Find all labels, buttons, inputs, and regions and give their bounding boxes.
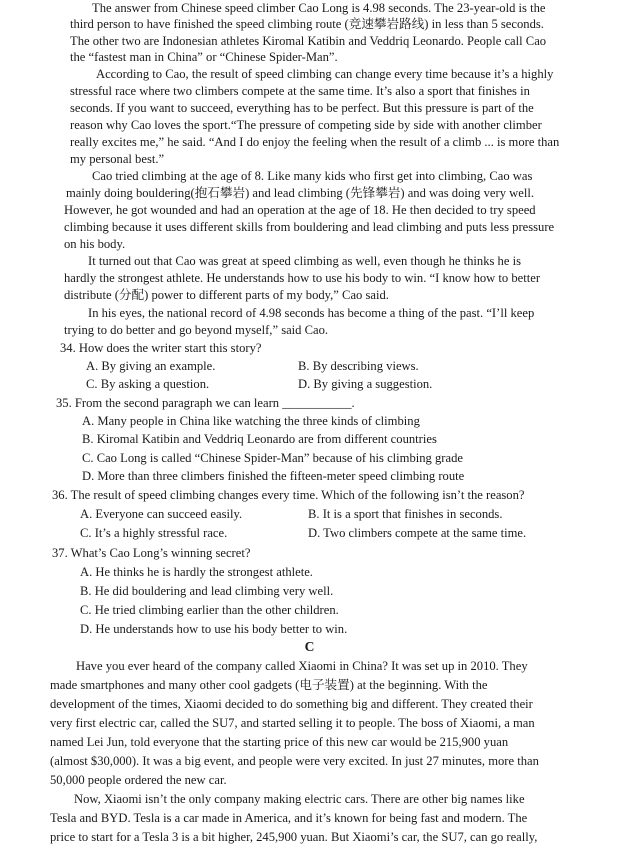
text-line: Tesla and BYD. Tesla is a car made in America, and it’s known for being fast and modern. The: [50, 811, 528, 825]
text-line: It turned out that Cao was great at speed climbing as well, even though he thinks he is: [88, 254, 521, 268]
option-36a: A. Everyone can succeed easily.: [80, 507, 243, 521]
option-37a: A. He thinks he is hardly the strongest athlete.: [80, 565, 313, 579]
text-line: stressful race where two climbers compete at the same time. It’s also a sport that finishes in: [70, 84, 530, 98]
option-37d: D. He understands how to use his body better to win.: [80, 622, 348, 636]
text-line: The other two are Indonesian athletes Kiromal Katibin and Veddriq Leonardo. People call Cao: [70, 34, 547, 48]
option-36d: D. Two climbers compete at the same time.: [308, 526, 527, 540]
text-line: In his eyes, the national record of 4.98 seconds has become a thing of the past. “I’ll keep: [88, 306, 535, 320]
question-35: 35. From the second paragraph we can learn ___________.: [56, 396, 355, 410]
text-line: Now, Xiaomi isn’t the only company making electric cars. There are other big names like: [74, 792, 525, 806]
option-35d: D. More than three climbers finished the fifteen-meter speed climbing route: [82, 469, 465, 483]
text-line: Have you ever heard of the company called Xiaomi in China? It was set up in 2010. They: [76, 659, 528, 673]
text-line: development of the times, Xiaomi decided to do something big and different. They created their: [50, 697, 533, 711]
option-37b: B. He did bouldering and lead climbing very well.: [80, 584, 334, 598]
option-36c: C. It’s a highly stressful race.: [80, 526, 228, 540]
text-line: Cao tried climbing at the age of 8. Like many kids who first get into climbing, Cao was: [92, 169, 533, 183]
text-line: distribute (分配) power to different parts of my body,” Cao said.: [64, 288, 389, 302]
text-line: seconds. If you want to succeed, everything has to be perfect. But this pressure is part of the: [70, 101, 534, 115]
option-34a: A. By giving an example.: [86, 359, 216, 373]
text-line: trying to do better and go beyond myself,” said Cao.: [64, 323, 329, 337]
text-line: named Lei Jun, told everyone that the starting price of this new car would be 215,900 yuan: [50, 735, 509, 749]
text-line: The answer from Chinese speed climber Cao Long is 4.98 seconds. The 23-year-old is the: [92, 1, 546, 15]
text-line: 50,000 people ordered the new car.: [50, 773, 227, 787]
question-36: 36. The result of speed climbing changes every time. Which of the following isn’t the reason?: [52, 488, 525, 502]
option-35b: B. Kiromal Katibin and Veddriq Leonardo are from different countries: [82, 432, 437, 446]
option-35a: A. Many people in China like watching the three kinds of climbing: [82, 414, 420, 428]
option-35c: C. Cao Long is called “Chinese Spider-Man” because of his climbing grade: [82, 451, 463, 465]
text-line: price to start for a Tesla 3 is a bit higher, 245,900 yuan. But Xiaomi’s car, the SU7, can go really,: [50, 830, 538, 844]
text-line: the “fastest man in China” or “Chinese Spider-Man”.: [70, 50, 338, 64]
text-line: on his body.: [64, 237, 126, 251]
option-34b: B. By describing views.: [298, 359, 419, 373]
text-line: really excites me,” he said. “And I do enjoy the feeling when the result of a climb ... is more than: [70, 135, 560, 149]
text-line: (almost $30,000). It was a big event, and people were very excited. In just 27 minutes, more than: [50, 754, 539, 768]
text-line: hardly the strongest athlete. He understands how to use his body to win. “I know how to better: [64, 271, 541, 285]
text-line: mainly doing bouldering(抱石攀岩) and lead climbing (先锋攀岩) and was doing very well.: [66, 186, 534, 200]
question-34: 34. How does the writer start this story?: [60, 341, 262, 355]
text-line: However, he got wounded and had an operation at the age of 18. He then decided to try speed: [64, 203, 536, 217]
text-line: climbing because it uses different skills from bouldering and lead climbing and puts less pressure: [64, 220, 555, 234]
text-line: reason why Cao loves the sport.“The pressure of competing side by side with another climber: [70, 118, 542, 132]
text-line: my personal best.”: [70, 152, 165, 166]
option-37c: C. He tried climbing earlier than the other children.: [80, 603, 339, 617]
option-36b: B. It is a sport that finishes in seconds.: [308, 507, 503, 521]
option-34c: C. By asking a question.: [86, 377, 210, 391]
text-line: made smartphones and many other cool gadgets (电子装置) at the beginning. With the: [50, 678, 488, 692]
question-37: 37. What’s Cao Long’s winning secret?: [52, 546, 251, 560]
text-line: third person to have finished the speed climbing route (竞速攀岩路线) in less than 5 seconds.: [70, 17, 544, 31]
text-line: very first electric car, called the SU7, and started selling it to people. The boss of Xiaomi, a man: [50, 716, 535, 730]
text-line: According to Cao, the result of speed climbing can change every time because it’s a highly: [96, 67, 554, 81]
option-34d: D. By giving a suggestion.: [298, 377, 433, 391]
section-heading: C: [304, 639, 315, 654]
